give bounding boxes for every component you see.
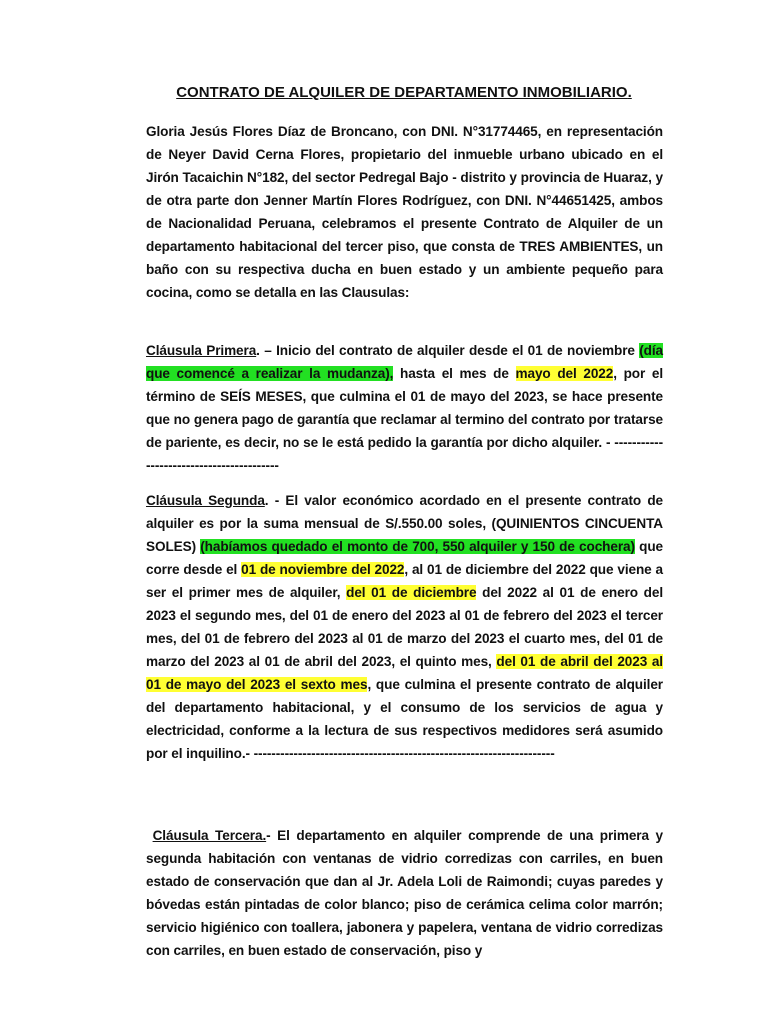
- clause-second-highlight-yellow-1: 01 de noviembre del 2022: [241, 562, 405, 577]
- clause-first-text-3: , por el término de SEÍS MESES, que culmina el 01 de mayo del 2023, se hace presente que no genera pago de garantía que reclamar al termino del contrato por tratarse de pariente, es decir, no se le está pedido la garantía por dicho alquiler. - -----------------------------------------: [146, 366, 664, 473]
- clause-first-heading: Cláusula Primera: [146, 343, 257, 358]
- clause-second-text-2: que corre desde el: [146, 539, 663, 577]
- clause-first-highlight-green: (día que comencé a realizar la mudanza),: [146, 343, 664, 381]
- clause-first-text-2: hasta el mes de: [393, 366, 516, 381]
- document-title: [0, 84, 768, 101]
- clause-third-paragraph: [146, 824, 663, 962]
- clause-first-text-1: . – Inicio del contrato de alquiler desde el 01 de noviembre: [256, 343, 640, 358]
- clause-third-heading: Cláusula Tercera.: [152, 828, 267, 843]
- title-period: .: [627, 84, 632, 101]
- clause-second-text-3: , al 01 de diciembre del 2022 que viene a ser el primer mes de alquiler,: [146, 562, 663, 600]
- clause-first-paragraph: [146, 339, 663, 477]
- clause-second-heading: Cláusula Segunda: [146, 493, 265, 508]
- clause-second-highlight-yellow-2: del 01 de diciembre: [346, 585, 477, 600]
- clause-second-text-4: del 2022 al 01 de enero del 2023 el segundo mes, del 01 de enero del 2023 al 01 de febrero del 2023 el tercer mes, del 01 de febrero del 2023 al 01 de marzo del 2023 el cuarto mes, del 01 de marzo del 2023 al 01 de abril del 2023, el quinto mes,: [146, 585, 664, 669]
- clause-second-highlight-yellow-3: del 01 de abril del 2023 al 01 de mayo del 2023 el sexto mes: [146, 654, 663, 692]
- clause-second-highlight-green: (habíamos quedado el monto de 700, 550 alquiler y 150 de cochera): [200, 539, 635, 554]
- clause-third-text-1: - El departamento en alquiler comprende de una primera y segunda habitación con ventanas de vidrio corredizas con carriles, en buen estado de conservación que dan al Jr. Adela Loli de Raimondi; cuyas paredes y bóvedas están pintadas de color blanco; piso de cerámica celima color marrón; servicio higiénico con toallera, jabonera y papelera, ventana de vidrio corredizas con carriles, en buen estado de conservación, piso y: [146, 828, 663, 958]
- clause-second-text-1: . - El valor económico acordado en el presente contrato de alquiler es por la suma mensual de S/.550.00 soles, (QUINIENTOS CINCUENTA SOLES): [146, 493, 663, 554]
- clause-second-text-5: , que culmina el presente contrato de alquiler del departamento habitacional, y el consumo de los servicios de agua y electricidad, conforme a la lectura de sus respectivos medidores será asumido por el inquilino.- --------------------------------------------------------------------: [146, 677, 663, 761]
- intro-paragraph: Gloria Jesús Flores Díaz de Broncano, con DNI. N°31774465, en representación de Neyer David Cerna Flores, propietario del inmueble urbano ubicado en el Jirón Tacaichin N°182, del sector Pedregal Bajo - distrito y provincia de Huaraz, y de otra parte don Jenner Martín Flores Rodríguez, con DNI. N°44651425, ambos de Nacionalidad Peruana, celebramos el presente Contrato de Alquiler de un departamento habitacional del tercer piso, que consta de TRES AMBIENTES, un baño con su respectiva ducha en buen estado y un ambiente pequeño para cocina, como se detalla en las Clausulas:: [146, 124, 663, 300]
- clause-second-paragraph: [146, 489, 663, 765]
- title-text: CONTRATO DE ALQUILER DE DEPARTAMENTO INMOBILIARIO: [176, 84, 628, 101]
- clause-first-highlight-yellow: mayo del 2022: [515, 366, 614, 381]
